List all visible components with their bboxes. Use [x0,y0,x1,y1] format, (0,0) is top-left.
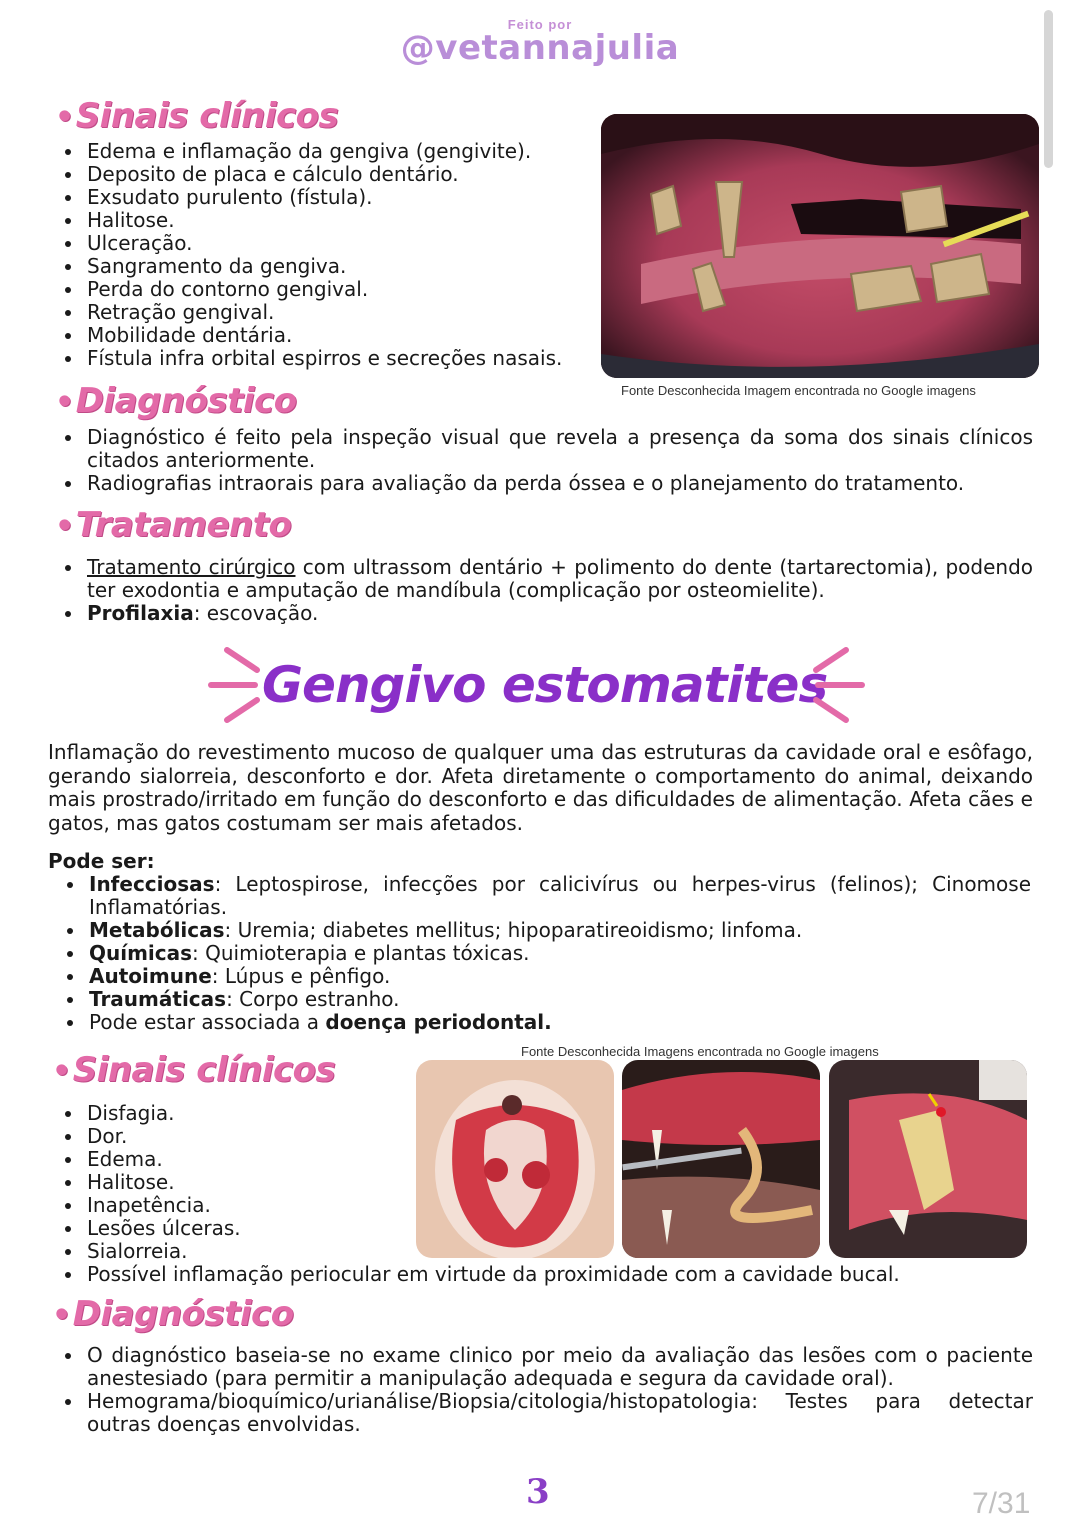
list-item: O diagnóstico baseia-se no exame clinico por meio da avaliação das lesões com o paciente anestesiado (para permitir a manipulação adequada e segura da cavidade oral). [48,1344,1033,1390]
list-item: Hemograma/bioquímico/urianálise/Biopsia/citologia/histopatologia: Testes para detectar outras doenças envolvidas. [48,1390,1033,1436]
list-item: Profilaxia: escovação. [48,602,1033,625]
list-item: Químicas: Quimioterapia e plantas tóxicas. [50,942,1031,965]
diagnostico-list [48,426,1033,495]
list-item: Possível inflamação periocular em virtude da proximidade com a cavidade bucal. [48,1263,1033,1286]
list-item: Fístula infra orbital espirros e secreções nasais. [48,347,588,370]
list-item: Infecciosas: Leptospirose, infecções por calicivírus ou herpes-virus (felinos); Cinomose Inflamatórias. [50,873,1031,919]
decorative-burst-right-icon [808,642,868,728]
list-item: Tratamento cirúrgico com ultrassom dentário + polimento do dente (tartarectomia), podendo ter exodontia e amputação de mandíbula (complicação por osteomielite). [48,556,1033,602]
list-item: Halitose. [48,209,588,232]
list-item: Ulceração. [48,232,588,255]
list-item: Traumáticas: Corpo estranho. [50,988,1031,1011]
viewer-page-counter: 7/31 [972,1487,1031,1520]
sinais-clinicos-2-list [48,1102,1033,1286]
list-item: Disfagia. [48,1102,1033,1125]
tratamento-list [48,556,1033,625]
list-item: Pode estar associada a doença periodontal. [50,1011,1031,1034]
types-list [50,873,1031,1034]
page-number: 3 [526,1472,550,1512]
images-caption: Fonte Desconhecida Imagens encontrada no Google imagens [521,1044,879,1059]
diagnostico-2-list [48,1344,1033,1436]
section-heading-diagnostico: •Diagnóstico [55,381,297,421]
section-heading-tratamento: •Tratamento [55,505,292,545]
list-item: Inapetência. [48,1194,1033,1217]
image-caption: Fonte Desconhecida Imagem encontrada no Google imagens [621,383,976,398]
list-item: Lesões úlceras. [48,1217,1033,1240]
list-item: Sangramento da gengiva. [48,255,588,278]
credit-label: Feito por [507,17,573,32]
section-heading-sinais-clinicos-2: •Sinais clínicos [52,1050,336,1090]
list-item: Retração gengival. [48,301,588,324]
dental-calculus-photo [601,114,1039,378]
gengivo-description: Inflamação do revestimento mucoso de qualquer uma das estruturas da cavidade oral e esôfago, gerando sialorreia, desconforto e dor. Afeta diretamente o comportamento do animal, deixando mais prostrado/irritado em função do desconforto e das dificuldades de alimentação. Afeta cães e gatos, mas gatos costumam ser mais afetados. [48,740,1033,835]
list-item: Metabólicas: Uremia; diabetes mellitus; hipoparatireoidismo; linfoma. [50,919,1031,942]
section-heading-sinais-clinicos: •Sinais clínicos [55,96,339,136]
pode-ser-label: Pode ser: [48,849,155,873]
list-item: Edema. [48,1148,1033,1171]
list-item: Autoimune: Lúpus e pênfigo. [50,965,1031,988]
list-item: Exsudato purulento (fístula). [48,186,588,209]
list-item: Dor. [48,1125,1033,1148]
main-title-gengivo-estomatites: Gengivo estomatites [262,656,828,714]
list-item: Halitose. [48,1171,1033,1194]
list-item: Perda do contorno gengival. [48,278,588,301]
list-item: Mobilidade dentária. [48,324,588,347]
decorative-burst-left-icon [205,642,265,728]
underlined-term: Tratamento cirúrgico [87,555,296,579]
list-item: Radiografias intraorais para avaliação da perda óssea e o planejamento do tratamento. [48,472,1033,495]
scrollbar-thumb[interactable] [1044,10,1053,168]
section-heading-diagnostico-2: •Diagnóstico [52,1294,294,1334]
list-item: Diagnóstico é feito pela inspeção visual que revela a presença da soma dos sinais clínicos citados anteriormente. [48,426,1033,472]
sinais-clinicos-list [48,140,588,370]
credit-handle: @vetannajulia [400,28,680,68]
list-item: Sialorreia. [48,1240,1033,1263]
list-item: Edema e inflamação da gengiva (gengivite). [48,140,588,163]
list-item: Deposito de placa e cálculo dentário. [48,163,588,186]
